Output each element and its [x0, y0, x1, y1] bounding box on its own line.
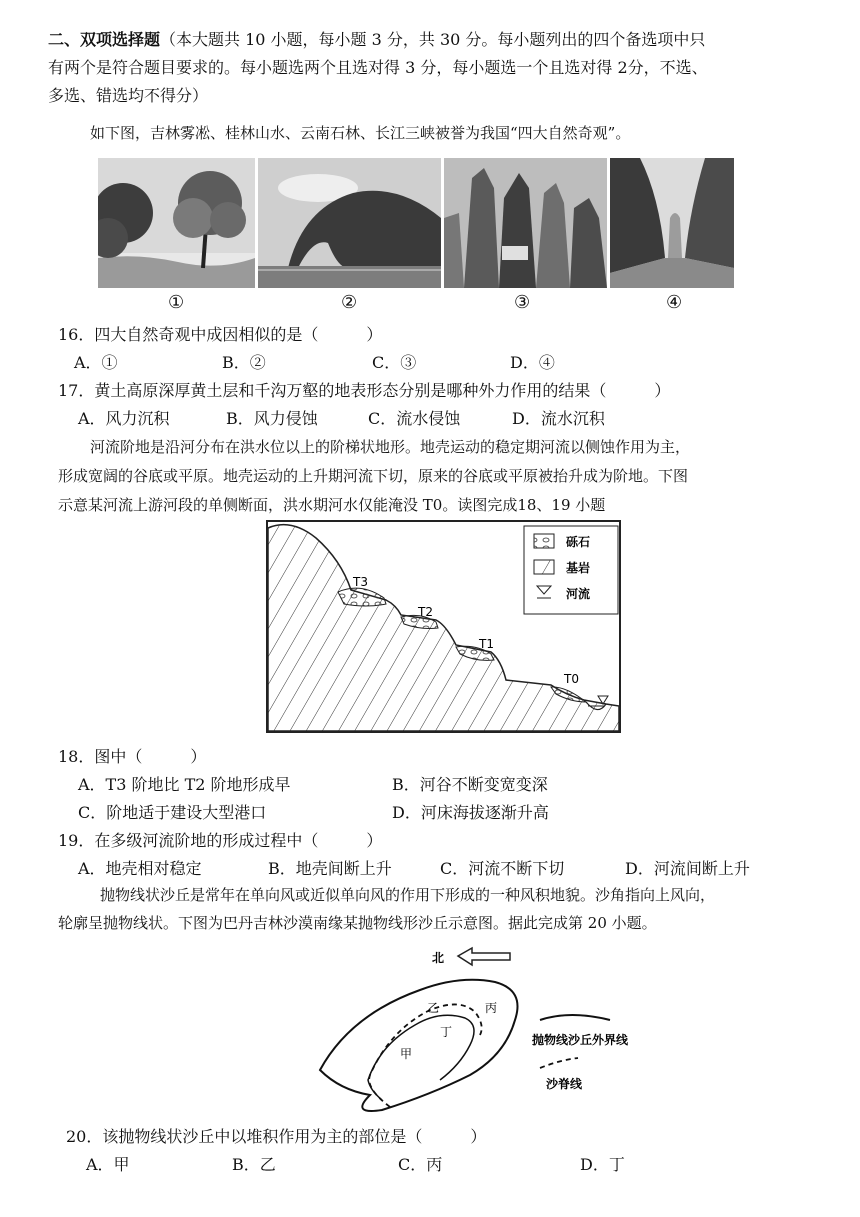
- legend-solid-line: [540, 1015, 610, 1020]
- q17-option-b: B．风力侵蚀: [226, 409, 318, 428]
- part-jia: 甲: [400, 1047, 413, 1061]
- photo-label-1: ①: [168, 292, 185, 313]
- q16-option-c: C．③: [372, 353, 417, 372]
- q19-stem: 19．在多级河流阶地的形成过程中（ ）: [58, 831, 383, 850]
- photo-guilin-landscape: [258, 158, 441, 288]
- legend-gravel-label: 砾石: [566, 535, 591, 549]
- section-desc-line3: 多选、错选均不得分）: [48, 86, 209, 105]
- q16-option-d: D．④: [510, 353, 555, 372]
- section-desc-line2: 有两个是符合题目要求的。每小题选两个且选对得 3 分，每小题选一个且选对得 2分，不选、: [48, 58, 708, 77]
- bedrock-legend-icon: [534, 560, 554, 574]
- legend-solid-label: 抛物线沙丘外界线: [532, 1033, 629, 1047]
- river-terrace-diagram: [266, 520, 622, 738]
- north-arrow-icon: [458, 948, 510, 965]
- terrace-text-line1: 河流阶地是沿河分布在洪水位以上的阶梯状地形。地壳运动的稳定期河流以侧蚀作用为主，: [90, 438, 691, 456]
- legend-bedrock-label: 基岩: [566, 561, 591, 575]
- photo-label-4: ④: [666, 292, 683, 313]
- parabolic-dune-diagram: [310, 940, 670, 1124]
- q20-option-c: C．丙: [398, 1155, 443, 1174]
- q17-stem: 17．黄土高原深厚黄土层和千沟万壑的地表形态分别是哪种外力作用的结果（ ）: [58, 381, 671, 400]
- q17-option-a: A．风力沉积: [78, 409, 170, 428]
- q17-option-d: D．流水沉积: [512, 409, 605, 428]
- section-desc-line1: （本大题共 10 小题，每小题 3 分，共 30 分。每小题列出的四个备选项中只: [160, 30, 706, 49]
- section-title: 二、双项选择题: [48, 30, 161, 49]
- photo-label-3: ③: [514, 292, 531, 313]
- q17-option-c: C．流水侵蚀: [368, 409, 461, 428]
- photos-intro: 如下图，吉林雾凇、桂林山水、云南石林、长江三峡被誉为我国“四大自然奇观”。: [90, 124, 631, 142]
- dune-text-line1: 抛物线状沙丘是常年在单向风或近似单向风的作用下形成的一种风积地貌。沙角指向上风向，: [100, 886, 716, 904]
- terrace-label-t1: T1: [479, 637, 494, 651]
- north-label: 北: [432, 951, 445, 965]
- photo-label-2: ②: [341, 292, 358, 313]
- terrace-label-t2: T2: [418, 605, 433, 619]
- gravel-legend-icon: [534, 534, 554, 548]
- dune-text-line2: 轮廓呈抛物线状。下图为巴丹吉林沙漠南缘某抛物线形沙丘示意图。据此完成第 20 小题。: [58, 914, 657, 932]
- q18-option-d: D．河床海拔逐渐升高: [392, 803, 549, 822]
- q19-option-d: D．河流间断上升: [625, 859, 750, 878]
- q19-option-a: A．地壳相对稳定: [78, 859, 202, 878]
- q16-option-b: B．②: [222, 353, 266, 372]
- q20-option-a: A．甲: [86, 1155, 130, 1174]
- q16-stem: 16．四大自然奇观中成因相似的是（ ）: [58, 325, 383, 344]
- q20-option-b: B．乙: [232, 1155, 276, 1174]
- photo-three-gorges: [610, 158, 734, 288]
- part-ding: 丁: [440, 1025, 453, 1039]
- q18-stem: 18．图中（ ）: [58, 747, 207, 766]
- legend-dashed-line: [540, 1058, 578, 1068]
- q18-option-b: B．河谷不断变宽变深: [392, 775, 548, 794]
- q18-option-c: C．阶地适于建设大型港口: [78, 803, 267, 822]
- q16-option-a: A．①: [74, 353, 118, 372]
- part-bing: 丙: [485, 1001, 498, 1015]
- q18-option-a: A．T3 阶地比 T2 阶地形成早: [78, 775, 291, 794]
- terrace-label-t0: T0: [564, 672, 579, 686]
- q19-option-b: B．地壳间断上升: [268, 859, 392, 878]
- photo-jilin-rime: [98, 158, 255, 288]
- terrace-text-line2: 形成宽阔的谷底或平原。地壳运动的上升期河流下切，原来的谷底或平原被抬升成为阶地。下图: [58, 467, 689, 485]
- photo-yunnan-stone-forest: [444, 158, 607, 288]
- legend-dashed-label: 沙脊线: [546, 1077, 583, 1091]
- legend-river-label: 河流: [566, 587, 591, 601]
- dune-outer-boundary: [320, 980, 518, 1111]
- terrace-label-t3: T3: [353, 575, 368, 589]
- part-yi: 乙: [427, 1001, 440, 1015]
- q20-stem: 20．该抛物线状沙丘中以堆积作用为主的部位是（ ）: [66, 1127, 487, 1146]
- terrace-text-line3: 示意某河流上游河段的单侧断面，洪水期河水仅能淹没 T0。读图完成18、19 小题: [58, 496, 606, 514]
- q19-option-c: C．河流不断下切: [440, 859, 565, 878]
- q20-option-d: D．丁: [580, 1155, 625, 1174]
- dune-inner-boundary: [368, 1015, 474, 1100]
